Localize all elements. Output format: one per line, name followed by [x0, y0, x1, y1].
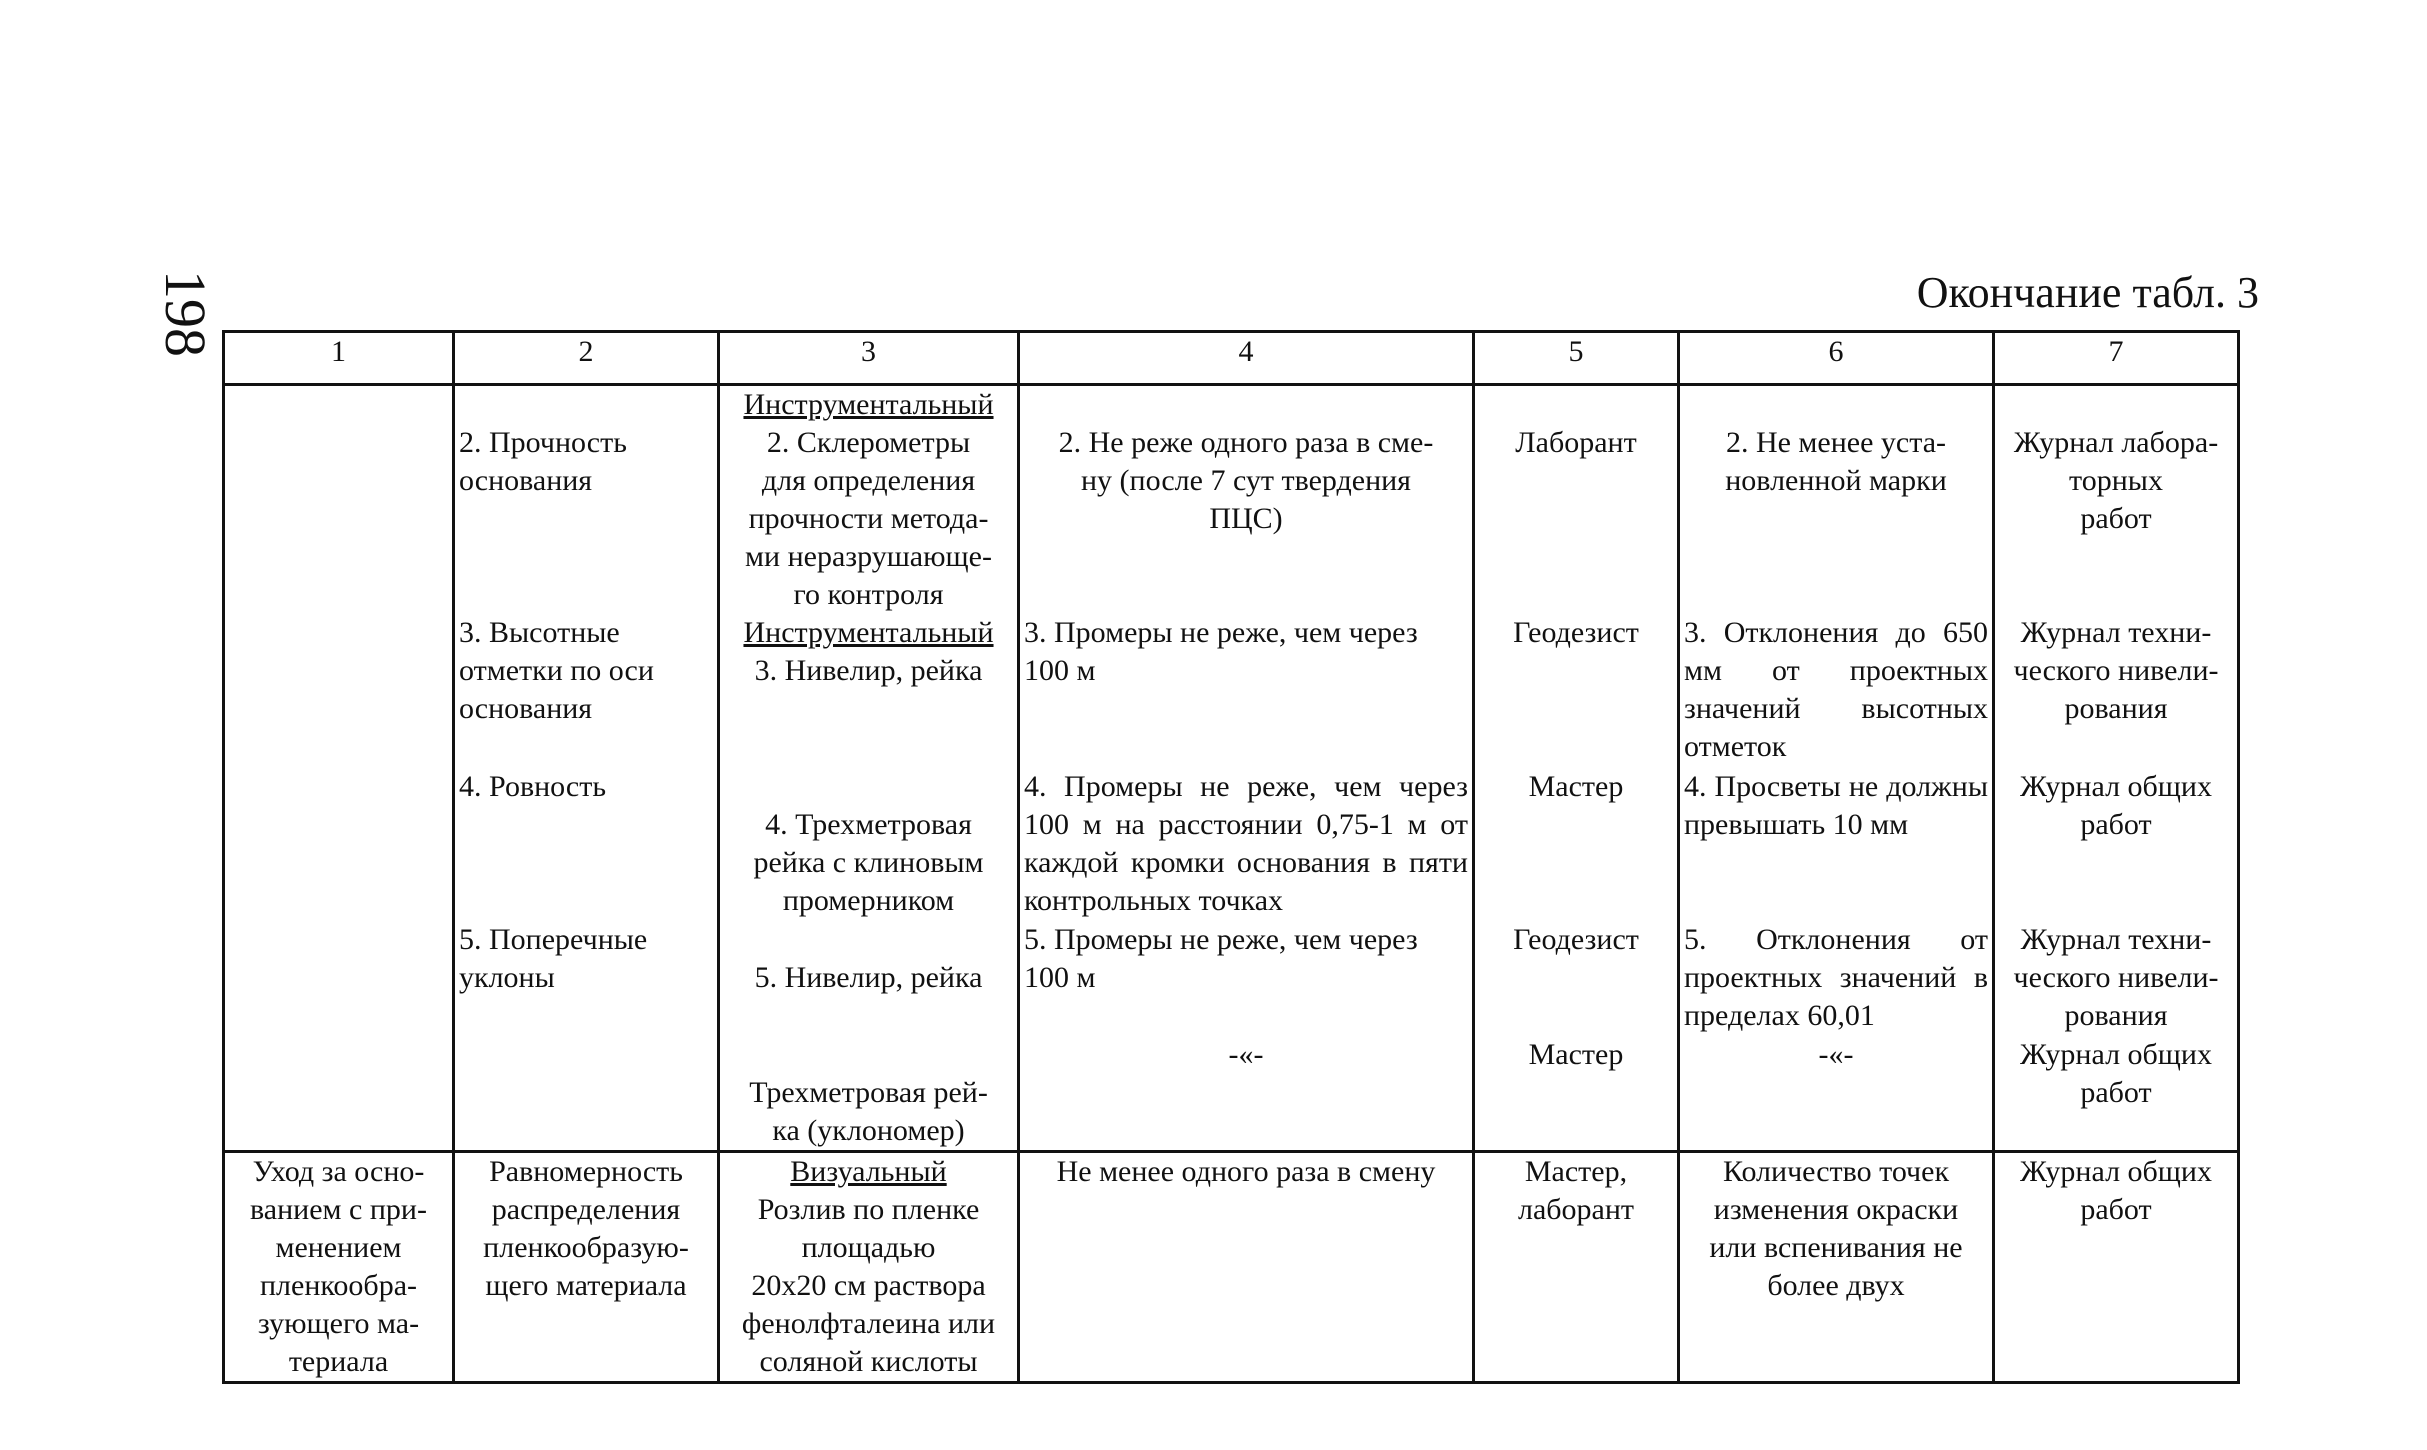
control-table: [222, 330, 2240, 1384]
criterion-5: 5. Поперечные уклоны: [459, 923, 648, 994]
header-row: [224, 332, 2239, 385]
tolerance-5: 5. Отклонения от проектных значений в пределах 60,01: [1684, 923, 1988, 1032]
tolerance-cell: Количество точек изменения окраски или вспенивания не более двух: [1679, 1152, 1994, 1383]
instrument-4: 4. Трехметровая рейка с клиновым промерником: [753, 808, 984, 917]
criterion-2: 2. Прочность основания: [459, 426, 627, 497]
empty-cell: [224, 385, 454, 1152]
control-method-label: Инструментальный: [743, 616, 994, 649]
header-cell: 3: [719, 332, 1019, 385]
frequency-5: 5. Промеры не реже, чем через 100 м: [1024, 923, 1418, 994]
criterion-cell: Равномерность распределения пленкообразую- щего материала: [454, 1152, 719, 1383]
column-7-cell: [1994, 385, 2239, 1152]
record-cell: Журнал общих работ: [1994, 1152, 2239, 1383]
control-method-label: Инструментальный: [743, 388, 994, 421]
header-cell: 7: [1994, 332, 2239, 385]
responsible-4: Мастер: [1528, 770, 1624, 803]
responsible-5: Геодезист: [1513, 923, 1639, 956]
criterion-3: 3. Высотные отметки по оси основания: [459, 616, 654, 725]
responsible-3: Геодезист: [1513, 616, 1639, 649]
frequency-4: 4. Промеры не реже, чем через 100 м на расстоянии 0,75-1 м от каждой кромки основания в пяти контрольных точках: [1024, 770, 1468, 917]
record-2: Журнал лабора- торных работ: [2013, 426, 2219, 535]
record-5: Журнал техни- ческого нивели- рования: [2013, 923, 2219, 1032]
tolerance-4: 4. Просветы не должны превышать 10 мм: [1684, 770, 1988, 841]
header-cell: 2: [454, 332, 719, 385]
instrument-2: 2. Склерометры для определения прочности метода- ми неразрушающе- го контроля: [745, 426, 992, 611]
instrument-3: 3. Нивелир, рейка: [754, 654, 983, 687]
frequency-2: 2. Не реже одного раза в сме- ну (после 7 сут твердения ПЦС): [1058, 426, 1434, 535]
tolerance-2: 2. Не менее уста- новленной марки: [1725, 426, 1947, 497]
column-3-cell: [719, 385, 1019, 1152]
record-4: Журнал общих работ: [2020, 770, 2212, 841]
criterion-4: 4. Ровность: [459, 770, 607, 803]
frequency-3: 3. Промеры не реже, чем через 100 м: [1024, 616, 1418, 687]
frequency-cell: Не менее одного раза в смену: [1019, 1152, 1474, 1383]
tolerance-3: 3. Отклонения до 650 мм от проектных значений высотных отметок: [1684, 616, 1988, 763]
header-cell: 1: [224, 332, 454, 385]
record-3: Журнал техни- ческого нивели- рования: [2013, 616, 2219, 725]
header-cell: 5: [1474, 332, 1679, 385]
header-cell: 6: [1679, 332, 1994, 385]
control-method-label: Визуальный: [790, 1155, 947, 1188]
instrument-5b: Трехметровая рей- ка (уклономер): [749, 1076, 988, 1147]
instrument-5: 5. Нивелир, рейка: [754, 961, 983, 994]
record-5b: Журнал общих работ: [2020, 1038, 2212, 1109]
column-4-cell: [1019, 385, 1474, 1152]
responsible-5b: Мастер: [1528, 1038, 1624, 1071]
operation-cell: Уход за осно- ванием с при- менением пленкообра- зующего ма- териала: [224, 1152, 454, 1383]
column-6-cell: [1679, 385, 1994, 1152]
method-cell: [719, 1152, 1019, 1383]
column-5-cell: [1474, 385, 1679, 1152]
responsible-2: Лаборант: [1515, 426, 1637, 459]
page-number: 198: [153, 270, 218, 357]
responsible-cell: Мастер, лаборант: [1474, 1152, 1679, 1383]
frequency-5b: -«-: [1228, 1038, 1264, 1071]
instrument-cell: Розлив по пленке площадью 20x20 см раствора фенолфталеина или соляной кислоты: [741, 1193, 996, 1378]
table-row: [224, 1152, 2239, 1383]
header-cell: 4: [1019, 332, 1474, 385]
column-2-cell: [454, 385, 719, 1152]
tolerance-5b: -«-: [1818, 1038, 1854, 1071]
table-caption: Окончание табл. 3: [1916, 268, 2259, 317]
table-row: [224, 385, 2239, 1152]
